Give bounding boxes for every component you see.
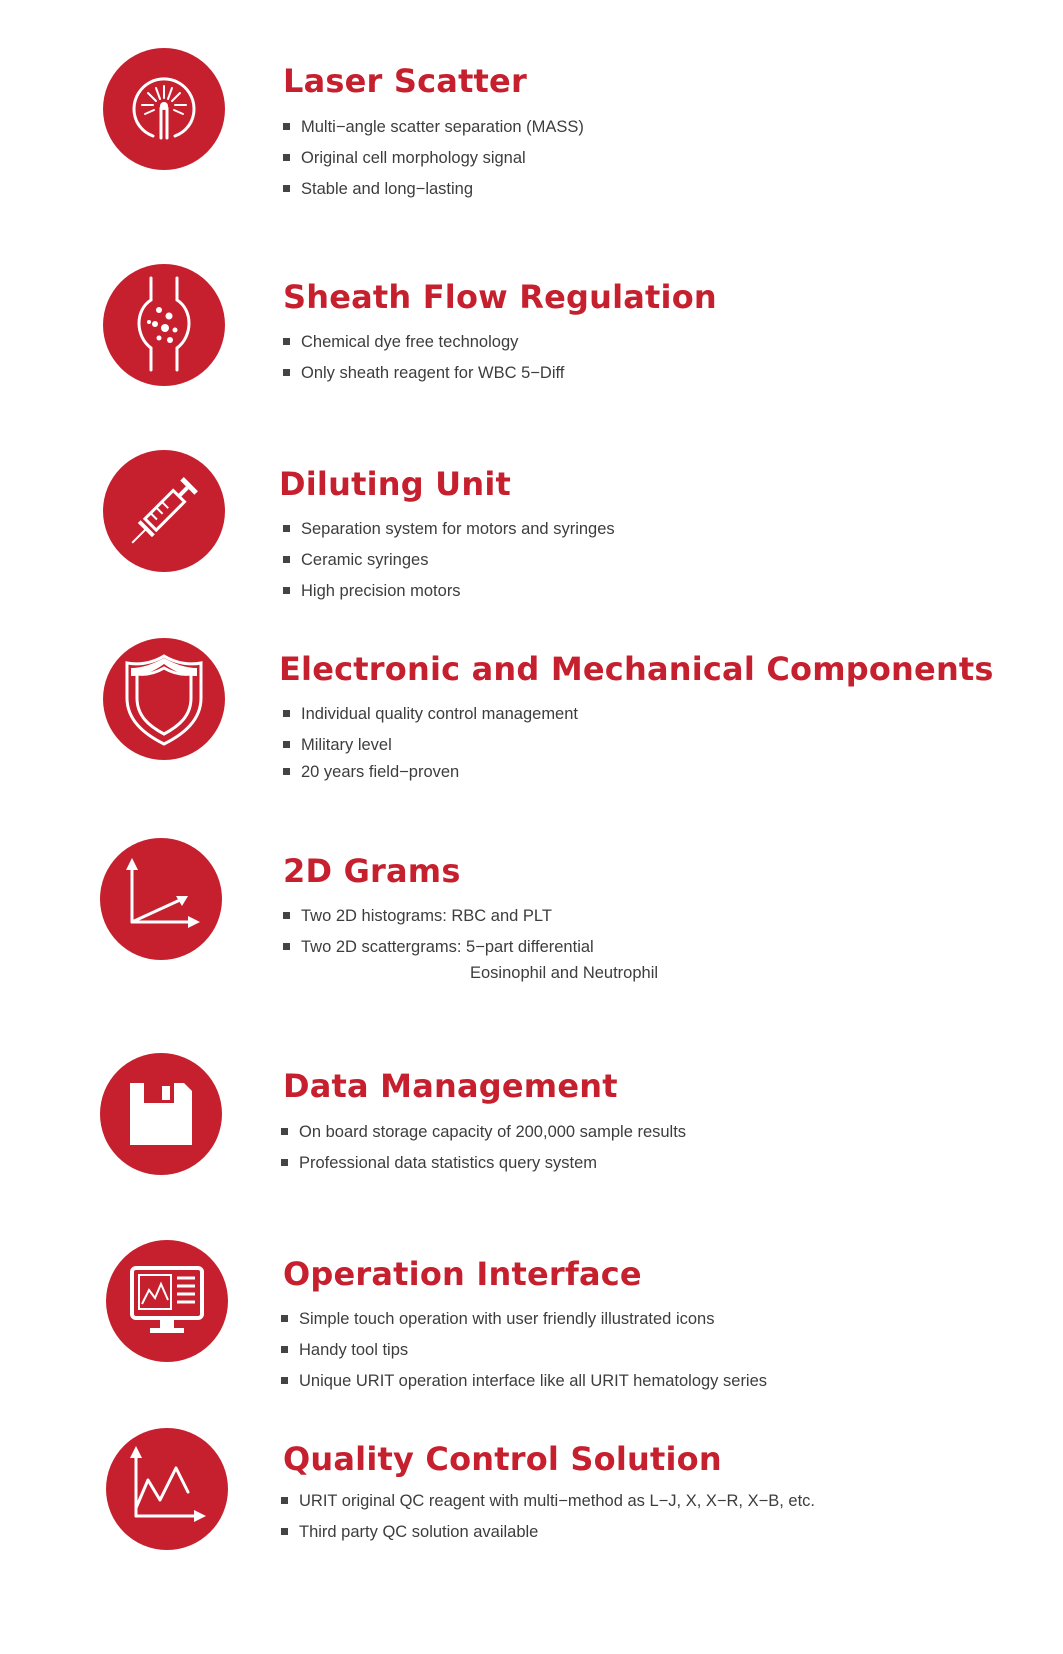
list-item: On board storage capacity of 200,000 sample results <box>281 1122 686 1153</box>
syringe-icon <box>103 450 225 572</box>
feature-bullets <box>283 704 578 793</box>
bullet-continuation: Eosinophil and Neutrophil <box>470 964 659 982</box>
feature-bullets <box>283 519 615 612</box>
feature-title: Sheath Flow Regulation <box>283 278 717 316</box>
feature-title: Operation Interface <box>283 1255 642 1293</box>
list-item: Professional data statistics query system <box>281 1153 686 1184</box>
list-item: Handy tool tips <box>281 1340 767 1371</box>
feature-bullets <box>283 117 584 210</box>
feature-bullets <box>283 906 594 968</box>
feature-bullets <box>281 1122 686 1184</box>
feature-title: Diluting Unit <box>279 465 512 503</box>
list-item: Military level <box>283 735 578 762</box>
feature-bullets <box>283 332 564 394</box>
vessel-flow-icon <box>103 264 225 386</box>
list-item: Two 2D scattergrams: 5−part differential <box>283 937 594 968</box>
list-item: Ceramic syringes <box>283 550 615 581</box>
monitor-chart-icon <box>106 1240 228 1362</box>
list-item: Original cell morphology signal <box>283 148 584 179</box>
line-chart-icon <box>106 1428 228 1550</box>
feature-bullets <box>281 1491 815 1553</box>
list-item: Simple touch operation with user friendly illustrated icons <box>281 1309 767 1340</box>
list-item: Individual quality control management <box>283 704 578 735</box>
floppy-disk-icon <box>100 1053 222 1175</box>
list-item: Unique URIT operation interface like all URIT hematology series <box>281 1371 767 1402</box>
list-item: Only sheath reagent for WBC 5−Diff <box>283 363 564 394</box>
feature-title: Electronic and Mechanical Components <box>279 650 994 688</box>
shield-icon <box>103 638 225 760</box>
list-item: Two 2D histograms: RBC and PLT <box>283 906 594 937</box>
list-item: Third party QC solution available <box>281 1522 815 1553</box>
axes-icon <box>100 838 222 960</box>
list-item: Separation system for motors and syringes <box>283 519 615 550</box>
list-item: Multi−angle scatter separation (MASS) <box>283 117 584 148</box>
list-item: Stable and long−lasting <box>283 179 584 210</box>
feature-title: Data Management <box>283 1067 618 1105</box>
feature-bullets <box>281 1309 767 1402</box>
list-item: High precision motors <box>283 581 615 612</box>
feature-title: Laser Scatter <box>283 62 527 100</box>
list-item: Chemical dye free technology <box>283 332 564 363</box>
list-item: 20 years field−proven <box>283 762 578 793</box>
feature-title: 2D Grams <box>283 852 461 890</box>
laser-burst-icon <box>103 48 225 170</box>
feature-title: Quality Control Solution <box>283 1440 722 1478</box>
list-item: URIT original QC reagent with multi−method as L−J, X, X−R, X−B, etc. <box>281 1491 815 1522</box>
